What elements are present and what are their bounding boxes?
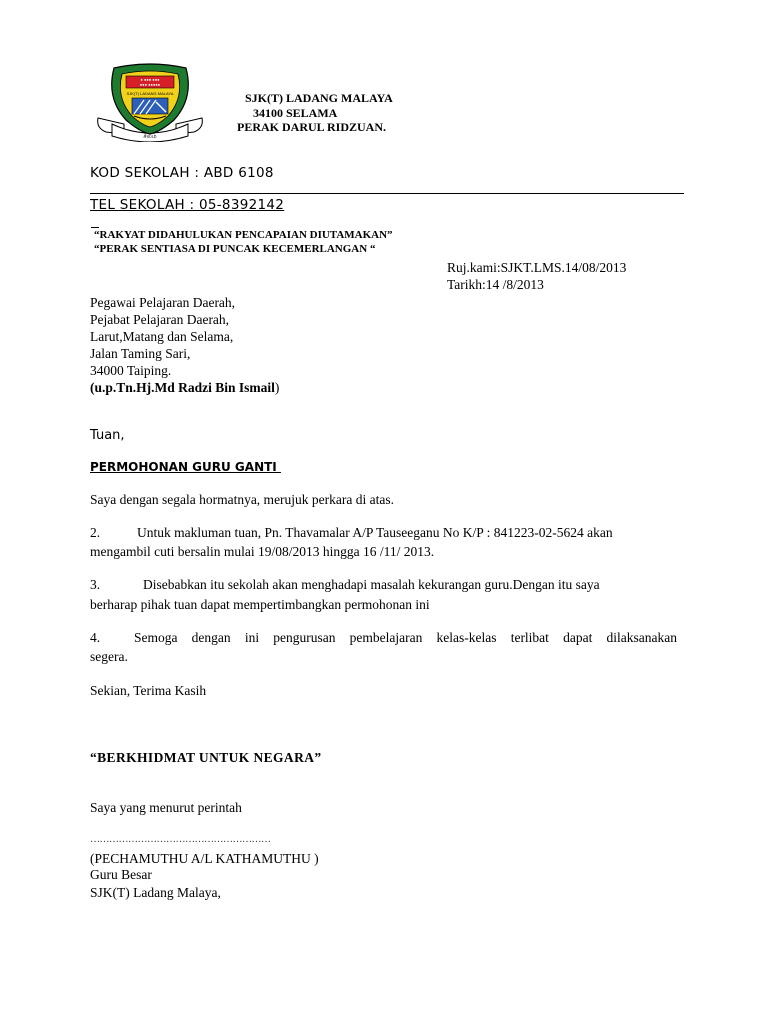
p4-number: 4. xyxy=(90,630,101,645)
recipient-line-1: Pegawai Pelajaran Daerah, xyxy=(90,295,236,310)
recipient-line-5: 34000 Taiping. xyxy=(90,363,172,378)
yours-faithfully: Saya yang menurut perintah xyxy=(90,800,242,815)
p2-line-2: mengambil cuti bersalin mulai 19/08/2013 hingga 16 /11/ 2013. xyxy=(90,544,435,559)
crest-label: SJK(T) LADANG MALAYA xyxy=(126,91,174,96)
recipient-line-4: Jalan Taming Sari, xyxy=(90,346,191,361)
svg-text:சீலம்: சீலம் xyxy=(143,134,157,140)
intro-paragraph: Saya dengan segala hormatnya, merujuk perkara di atas. xyxy=(90,492,395,507)
school-tel: TEL SEKOLAH : 05-8392142 xyxy=(90,197,285,213)
svg-text:● ●●● ●●●: ● ●●● ●●● xyxy=(140,77,160,82)
reference-number: Ruj.kami:SJKT.LMS.14/08/2013 xyxy=(447,260,627,275)
header-divider xyxy=(90,193,684,194)
school-postcode-town: 34100 SELAMA xyxy=(253,106,338,120)
signature-dots: ………………………………………………… xyxy=(90,834,271,845)
motto-line-2: “PERAK SENTIASA DI PUNCAK KECEMERLANGAN “ xyxy=(94,243,376,255)
p4-line-1: Semoga dengan ini pengurusan pembelajaran kelas-kelas terlibat dapat dilaksanakan xyxy=(134,630,677,645)
p3-number: 3. xyxy=(90,577,101,592)
slogan: “BERKHIDMAT UNTUK NEGARA” xyxy=(90,750,322,765)
letter-subject: PERMOHONAN GURU GANTI xyxy=(90,460,281,474)
p3-line-1: Disebabkan itu sekolah akan menghadapi masalah kekurangan guru.Dengan itu saya xyxy=(143,577,600,592)
p3-line-2: berharap pihak tuan dapat mempertimbangkan permohonan ini xyxy=(90,597,430,612)
recipient-line-2: Pejabat Pelajaran Daerah, xyxy=(90,312,230,327)
signatory-school: SJK(T) Ladang Malaya, xyxy=(90,885,221,900)
school-state: PERAK DARUL RIDZUAN. xyxy=(237,120,387,134)
school-crest xyxy=(94,62,206,142)
school-name: SJK(T) LADANG MALAYA xyxy=(245,91,393,105)
p2-number: 2. xyxy=(90,525,101,540)
dash-mark xyxy=(91,227,99,228)
school-crest-graphic xyxy=(94,62,206,142)
svg-text:●●● ●●●●●: ●●● ●●●●● xyxy=(139,82,161,87)
attention-close: ) xyxy=(274,380,280,395)
p2-line-1: Untuk makluman tuan, Pn. Thavamalar A/P Tauseeganu No K/P : 841223-02-5624 akan xyxy=(137,525,613,540)
letter-date: Tarikh:14 /8/2013 xyxy=(447,277,544,292)
recipient-line-3: Larut,Matang dan Selama, xyxy=(90,329,234,344)
closing-line: Sekian, Terima Kasih xyxy=(90,683,207,698)
attention-name: (u.p.Tn.Hj.Md Radzi Bin Ismail xyxy=(90,380,275,395)
signatory-name: (PECHAMUTHU A/L KATHAMUTHU ) xyxy=(90,851,319,866)
p4-line-2: segera. xyxy=(90,649,128,664)
school-code: KOD SEKOLAH : ABD 6108 xyxy=(90,165,274,181)
motto-line-1: “RAKYAT DIDAHULUKAN PENCAPAIAN DIUTAMAKAN” xyxy=(94,229,393,241)
recipient-attention xyxy=(90,379,279,397)
signatory-title: Guru Besar xyxy=(90,867,152,882)
salutation: Tuan, xyxy=(90,428,125,443)
